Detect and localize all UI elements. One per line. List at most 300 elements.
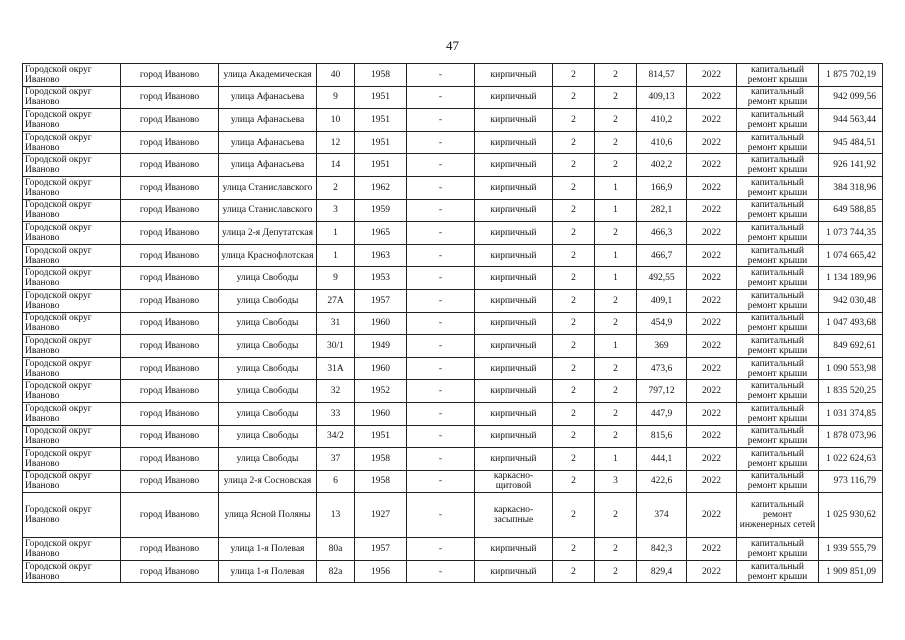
table-row (23, 86, 883, 109)
build-year-cell: 1960 (355, 312, 407, 335)
entrances-cell: 1 (595, 199, 637, 222)
table-row (23, 357, 883, 380)
street-cell: улица Свободы (219, 402, 317, 425)
work-type-cell: капитальный ремонт крыши (737, 425, 819, 448)
cost-cell: 1 909 851,09 (819, 560, 883, 583)
cost-cell: 1 047 493,68 (819, 312, 883, 335)
dash-cell: - (407, 86, 475, 109)
district-cell: Городской округ Иваново (23, 312, 121, 335)
house-number-cell: 12 (317, 131, 355, 154)
floors-cell: 2 (553, 64, 595, 87)
dash-cell: - (407, 493, 475, 538)
entrances-cell: 2 (595, 380, 637, 403)
work-type-cell: капитальный ремонт крыши (737, 199, 819, 222)
house-number-cell: 34/2 (317, 425, 355, 448)
area-cell: 447,9 (637, 402, 687, 425)
dash-cell: - (407, 335, 475, 358)
house-number-cell: 14 (317, 154, 355, 177)
work-type-cell: капитальный ремонт крыши (737, 357, 819, 380)
city-cell: город Иваново (121, 244, 219, 267)
floors-cell: 2 (553, 86, 595, 109)
house-number-cell: 37 (317, 448, 355, 471)
house-number-cell: 31 (317, 312, 355, 335)
housing-repair-table (22, 63, 883, 583)
cost-cell: 973 116,79 (819, 470, 883, 493)
city-cell: город Иваново (121, 425, 219, 448)
cost-cell: 942 099,56 (819, 86, 883, 109)
build-year-cell: 1959 (355, 199, 407, 222)
district-cell: Городской округ Иваново (23, 86, 121, 109)
street-cell: улица Академическая (219, 64, 317, 87)
floors-cell: 2 (553, 493, 595, 538)
city-cell: город Иваново (121, 131, 219, 154)
plan-year-cell: 2022 (687, 86, 737, 109)
plan-year-cell: 2022 (687, 154, 737, 177)
table-row (23, 493, 883, 538)
table-row (23, 335, 883, 358)
dash-cell: - (407, 470, 475, 493)
house-number-cell: 31А (317, 357, 355, 380)
wall-material-cell: кирпичный (475, 222, 553, 245)
work-type-cell: капитальный ремонт крыши (737, 64, 819, 87)
house-number-cell: 6 (317, 470, 355, 493)
cost-cell: 1 025 930,62 (819, 493, 883, 538)
city-cell: город Иваново (121, 560, 219, 583)
city-cell: город Иваново (121, 402, 219, 425)
floors-cell: 2 (553, 176, 595, 199)
work-type-cell: капитальный ремонт крыши (737, 470, 819, 493)
work-type-cell: капитальный ремонт крыши (737, 380, 819, 403)
build-year-cell: 1963 (355, 244, 407, 267)
wall-material-cell: кирпичный (475, 244, 553, 267)
work-type-cell: капитальный ремонт крыши (737, 538, 819, 561)
floors-cell: 2 (553, 222, 595, 245)
house-number-cell: 33 (317, 402, 355, 425)
cost-cell: 1 073 744,35 (819, 222, 883, 245)
plan-year-cell: 2022 (687, 312, 737, 335)
street-cell: улица Свободы (219, 289, 317, 312)
street-cell: улица Свободы (219, 448, 317, 471)
street-cell: улица Свободы (219, 357, 317, 380)
floors-cell: 2 (553, 267, 595, 290)
house-number-cell: 40 (317, 64, 355, 87)
area-cell: 410,2 (637, 109, 687, 132)
dash-cell: - (407, 448, 475, 471)
floors-cell: 2 (553, 357, 595, 380)
build-year-cell: 1960 (355, 402, 407, 425)
wall-material-cell: кирпичный (475, 267, 553, 290)
city-cell: город Иваново (121, 109, 219, 132)
city-cell: город Иваново (121, 312, 219, 335)
area-cell: 492,55 (637, 267, 687, 290)
entrances-cell: 2 (595, 538, 637, 561)
work-type-cell: капитальный ремонт крыши (737, 289, 819, 312)
entrances-cell: 2 (595, 312, 637, 335)
build-year-cell: 1958 (355, 64, 407, 87)
floors-cell: 2 (553, 199, 595, 222)
house-number-cell: 27А (317, 289, 355, 312)
area-cell: 409,1 (637, 289, 687, 312)
street-cell: улица Афанасьева (219, 109, 317, 132)
area-cell: 402,2 (637, 154, 687, 177)
street-cell: улица Свободы (219, 335, 317, 358)
dash-cell: - (407, 538, 475, 561)
district-cell: Городской округ Иваново (23, 109, 121, 132)
house-number-cell: 9 (317, 86, 355, 109)
entrances-cell: 2 (595, 222, 637, 245)
wall-material-cell: кирпичный (475, 176, 553, 199)
area-cell: 374 (637, 493, 687, 538)
entrances-cell: 1 (595, 335, 637, 358)
plan-year-cell: 2022 (687, 289, 737, 312)
district-cell: Городской округ Иваново (23, 289, 121, 312)
plan-year-cell: 2022 (687, 199, 737, 222)
area-cell: 473,6 (637, 357, 687, 380)
area-cell: 166,9 (637, 176, 687, 199)
wall-material-cell: кирпичный (475, 199, 553, 222)
cost-cell: 1 031 374,85 (819, 402, 883, 425)
area-cell: 466,7 (637, 244, 687, 267)
entrances-cell: 2 (595, 560, 637, 583)
work-type-cell: капитальный ремонт крыши (737, 560, 819, 583)
house-number-cell: 80а (317, 538, 355, 561)
build-year-cell: 1965 (355, 222, 407, 245)
plan-year-cell: 2022 (687, 538, 737, 561)
dash-cell: - (407, 109, 475, 132)
house-number-cell: 9 (317, 267, 355, 290)
city-cell: город Иваново (121, 335, 219, 358)
dash-cell: - (407, 289, 475, 312)
build-year-cell: 1927 (355, 493, 407, 538)
floors-cell: 2 (553, 560, 595, 583)
dash-cell: - (407, 380, 475, 403)
dash-cell: - (407, 222, 475, 245)
dash-cell: - (407, 312, 475, 335)
plan-year-cell: 2022 (687, 402, 737, 425)
wall-material-cell: кирпичный (475, 448, 553, 471)
city-cell: город Иваново (121, 154, 219, 177)
district-cell: Городской округ Иваново (23, 131, 121, 154)
area-cell: 842,3 (637, 538, 687, 561)
district-cell: Городской округ Иваново (23, 538, 121, 561)
table-row (23, 131, 883, 154)
work-type-cell: капитальный ремонт инженерных сетей (737, 493, 819, 538)
wall-material-cell: кирпичный (475, 154, 553, 177)
plan-year-cell: 2022 (687, 244, 737, 267)
table-row (23, 538, 883, 561)
district-cell: Городской округ Иваново (23, 267, 121, 290)
work-type-cell: капитальный ремонт крыши (737, 448, 819, 471)
city-cell: город Иваново (121, 357, 219, 380)
floors-cell: 2 (553, 109, 595, 132)
entrances-cell: 2 (595, 154, 637, 177)
district-cell: Городской округ Иваново (23, 402, 121, 425)
area-cell: 369 (637, 335, 687, 358)
build-year-cell: 1951 (355, 109, 407, 132)
wall-material-cell: кирпичный (475, 64, 553, 87)
entrances-cell: 3 (595, 470, 637, 493)
house-number-cell: 1 (317, 222, 355, 245)
district-cell: Городской округ Иваново (23, 64, 121, 87)
build-year-cell: 1949 (355, 335, 407, 358)
dash-cell: - (407, 131, 475, 154)
table-row (23, 289, 883, 312)
house-number-cell: 10 (317, 109, 355, 132)
street-cell: улица Афанасьева (219, 86, 317, 109)
cost-cell: 926 141,92 (819, 154, 883, 177)
build-year-cell: 1957 (355, 289, 407, 312)
district-cell: Городской округ Иваново (23, 470, 121, 493)
dash-cell: - (407, 199, 475, 222)
table-row (23, 380, 883, 403)
entrances-cell: 2 (595, 425, 637, 448)
work-type-cell: капитальный ремонт крыши (737, 312, 819, 335)
cost-cell: 384 318,96 (819, 176, 883, 199)
cost-cell: 849 692,61 (819, 335, 883, 358)
work-type-cell: капитальный ремонт крыши (737, 131, 819, 154)
build-year-cell: 1951 (355, 131, 407, 154)
wall-material-cell: кирпичный (475, 109, 553, 132)
street-cell: улица Афанасьева (219, 154, 317, 177)
plan-year-cell: 2022 (687, 357, 737, 380)
city-cell: город Иваново (121, 448, 219, 471)
entrances-cell: 2 (595, 289, 637, 312)
table-row (23, 64, 883, 87)
floors-cell: 2 (553, 312, 595, 335)
plan-year-cell: 2022 (687, 448, 737, 471)
entrances-cell: 2 (595, 86, 637, 109)
table-row (23, 154, 883, 177)
build-year-cell: 1952 (355, 380, 407, 403)
city-cell: город Иваново (121, 493, 219, 538)
wall-material-cell: кирпичный (475, 402, 553, 425)
floors-cell: 2 (553, 402, 595, 425)
plan-year-cell: 2022 (687, 380, 737, 403)
table-row (23, 176, 883, 199)
wall-material-cell: кирпичный (475, 289, 553, 312)
build-year-cell: 1958 (355, 470, 407, 493)
district-cell: Городской округ Иваново (23, 380, 121, 403)
district-cell: Городской округ Иваново (23, 425, 121, 448)
floors-cell: 2 (553, 289, 595, 312)
wall-material-cell: кирпичный (475, 538, 553, 561)
work-type-cell: капитальный ремонт крыши (737, 222, 819, 245)
plan-year-cell: 2022 (687, 335, 737, 358)
street-cell: улица Станиславского (219, 176, 317, 199)
entrances-cell: 1 (595, 448, 637, 471)
cost-cell: 1 074 665,42 (819, 244, 883, 267)
city-cell: город Иваново (121, 64, 219, 87)
floors-cell: 2 (553, 470, 595, 493)
table-row (23, 199, 883, 222)
area-cell: 409,13 (637, 86, 687, 109)
table-row (23, 109, 883, 132)
area-cell: 422,6 (637, 470, 687, 493)
page-number: 47 (446, 38, 459, 53)
floors-cell: 2 (553, 380, 595, 403)
dash-cell: - (407, 176, 475, 199)
district-cell: Городской округ Иваново (23, 357, 121, 380)
work-type-cell: капитальный ремонт крыши (737, 335, 819, 358)
plan-year-cell: 2022 (687, 267, 737, 290)
plan-year-cell: 2022 (687, 64, 737, 87)
street-cell: улица Станиславского (219, 199, 317, 222)
entrances-cell: 2 (595, 131, 637, 154)
district-cell: Городской округ Иваново (23, 335, 121, 358)
cost-cell: 1 134 189,96 (819, 267, 883, 290)
work-type-cell: капитальный ремонт крыши (737, 154, 819, 177)
dash-cell: - (407, 425, 475, 448)
work-type-cell: капитальный ремонт крыши (737, 267, 819, 290)
street-cell: улица 1-я Полевая (219, 560, 317, 583)
plan-year-cell: 2022 (687, 131, 737, 154)
floors-cell: 2 (553, 154, 595, 177)
floors-cell: 2 (553, 131, 595, 154)
work-type-cell: капитальный ремонт крыши (737, 402, 819, 425)
dash-cell: - (407, 560, 475, 583)
entrances-cell: 2 (595, 64, 637, 87)
build-year-cell: 1958 (355, 448, 407, 471)
build-year-cell: 1951 (355, 86, 407, 109)
work-type-cell: капитальный ремонт крыши (737, 176, 819, 199)
floors-cell: 2 (553, 244, 595, 267)
build-year-cell: 1957 (355, 538, 407, 561)
floors-cell: 2 (553, 538, 595, 561)
build-year-cell: 1962 (355, 176, 407, 199)
entrances-cell: 2 (595, 357, 637, 380)
house-number-cell: 13 (317, 493, 355, 538)
wall-material-cell: кирпичный (475, 335, 553, 358)
district-cell: Городской округ Иваново (23, 222, 121, 245)
work-type-cell: капитальный ремонт крыши (737, 86, 819, 109)
area-cell: 282,1 (637, 199, 687, 222)
city-cell: город Иваново (121, 289, 219, 312)
build-year-cell: 1951 (355, 425, 407, 448)
table-row (23, 425, 883, 448)
district-cell: Городской округ Иваново (23, 154, 121, 177)
build-year-cell: 1953 (355, 267, 407, 290)
wall-material-cell: кирпичный (475, 380, 553, 403)
wall-material-cell: кирпичный (475, 425, 553, 448)
house-number-cell: 30/1 (317, 335, 355, 358)
entrances-cell: 2 (595, 493, 637, 538)
wall-material-cell: кирпичный (475, 312, 553, 335)
street-cell: улица Афанасьева (219, 131, 317, 154)
dash-cell: - (407, 64, 475, 87)
plan-year-cell: 2022 (687, 109, 737, 132)
entrances-cell: 1 (595, 267, 637, 290)
street-cell: улица 1-я Полевая (219, 538, 317, 561)
plan-year-cell: 2022 (687, 425, 737, 448)
plan-year-cell: 2022 (687, 176, 737, 199)
build-year-cell: 1960 (355, 357, 407, 380)
entrances-cell: 2 (595, 402, 637, 425)
table-row (23, 470, 883, 493)
city-cell: город Иваново (121, 380, 219, 403)
city-cell: город Иваново (121, 176, 219, 199)
district-cell: Городской округ Иваново (23, 560, 121, 583)
house-number-cell: 2 (317, 176, 355, 199)
wall-material-cell: кирпичный (475, 357, 553, 380)
street-cell: улица Свободы (219, 380, 317, 403)
cost-cell: 1 939 555,79 (819, 538, 883, 561)
district-cell: Городской округ Иваново (23, 448, 121, 471)
cost-cell: 1 875 702,19 (819, 64, 883, 87)
table-body (23, 64, 883, 583)
area-cell: 454,9 (637, 312, 687, 335)
street-cell: улица Свободы (219, 425, 317, 448)
floors-cell: 2 (553, 448, 595, 471)
street-cell: улица Краснофлотская (219, 244, 317, 267)
dash-cell: - (407, 154, 475, 177)
entrances-cell: 2 (595, 109, 637, 132)
entrances-cell: 1 (595, 176, 637, 199)
area-cell: 466,3 (637, 222, 687, 245)
area-cell: 829,4 (637, 560, 687, 583)
house-number-cell: 1 (317, 244, 355, 267)
cost-cell: 1 090 553,98 (819, 357, 883, 380)
cost-cell: 944 563,44 (819, 109, 883, 132)
area-cell: 410,6 (637, 131, 687, 154)
floors-cell: 2 (553, 335, 595, 358)
house-number-cell: 82а (317, 560, 355, 583)
cost-cell: 649 588,85 (819, 199, 883, 222)
street-cell: улица Ясной Поляны (219, 493, 317, 538)
area-cell: 814,57 (637, 64, 687, 87)
work-type-cell: капитальный ремонт крыши (737, 244, 819, 267)
work-type-cell: капитальный ремонт крыши (737, 109, 819, 132)
city-cell: город Иваново (121, 538, 219, 561)
area-cell: 815,6 (637, 425, 687, 448)
city-cell: город Иваново (121, 222, 219, 245)
wall-material-cell: каркасно-щитовой (475, 470, 553, 493)
plan-year-cell: 2022 (687, 560, 737, 583)
wall-material-cell: каркасно-засыпные (475, 493, 553, 538)
entrances-cell: 1 (595, 244, 637, 267)
district-cell: Городской округ Иваново (23, 244, 121, 267)
build-year-cell: 1956 (355, 560, 407, 583)
cost-cell: 942 030,48 (819, 289, 883, 312)
build-year-cell: 1951 (355, 154, 407, 177)
area-cell: 444,1 (637, 448, 687, 471)
plan-year-cell: 2022 (687, 470, 737, 493)
district-cell: Городской округ Иваново (23, 493, 121, 538)
cost-cell: 945 484,51 (819, 131, 883, 154)
district-cell: Городской округ Иваново (23, 176, 121, 199)
dash-cell: - (407, 267, 475, 290)
district-cell: Городской округ Иваново (23, 199, 121, 222)
plan-year-cell: 2022 (687, 222, 737, 245)
cost-cell: 1 878 073,96 (819, 425, 883, 448)
cost-cell: 1 835 520,25 (819, 380, 883, 403)
floors-cell: 2 (553, 425, 595, 448)
wall-material-cell: кирпичный (475, 86, 553, 109)
table-row (23, 402, 883, 425)
table-row (23, 312, 883, 335)
house-number-cell: 3 (317, 199, 355, 222)
city-cell: город Иваново (121, 470, 219, 493)
wall-material-cell: кирпичный (475, 560, 553, 583)
table-row (23, 560, 883, 583)
table-row (23, 448, 883, 471)
dash-cell: - (407, 357, 475, 380)
street-cell: улица Свободы (219, 312, 317, 335)
wall-material-cell: кирпичный (475, 131, 553, 154)
dash-cell: - (407, 402, 475, 425)
street-cell: улица 2-я Депутатская (219, 222, 317, 245)
house-number-cell: 32 (317, 380, 355, 403)
table-row (23, 244, 883, 267)
